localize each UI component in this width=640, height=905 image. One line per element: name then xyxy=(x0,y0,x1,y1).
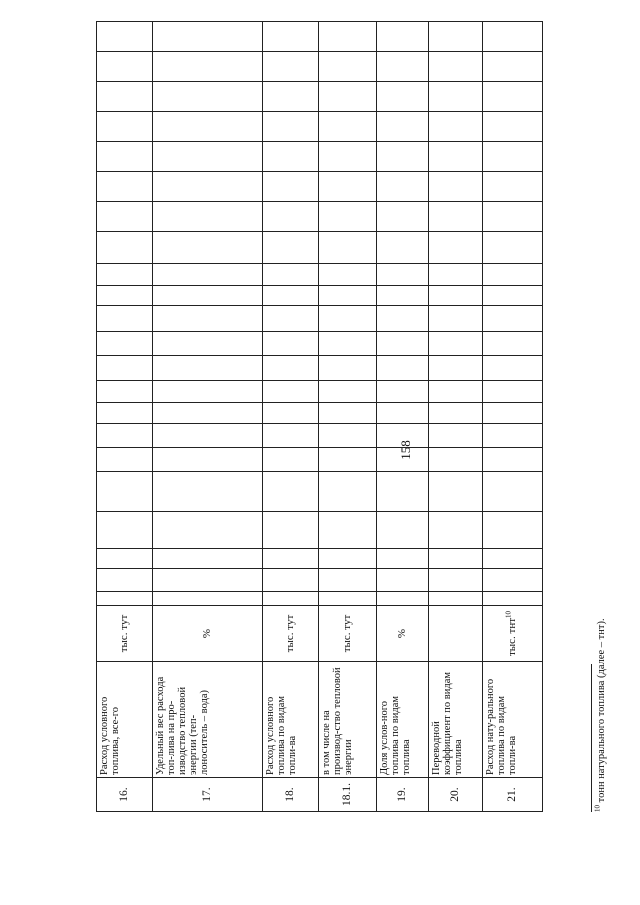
footnote-marker: 10 xyxy=(593,805,602,812)
value-cell xyxy=(153,472,263,512)
value-cell xyxy=(377,82,429,112)
value-cell xyxy=(319,512,377,549)
value-cell xyxy=(263,112,319,142)
value-cell xyxy=(263,82,319,112)
value-cell xyxy=(377,112,429,142)
value-cell xyxy=(97,22,153,52)
value-cell xyxy=(319,112,377,142)
unit-cell xyxy=(319,606,377,662)
value-cell xyxy=(377,286,429,306)
value-cell xyxy=(153,381,263,403)
value-cell xyxy=(319,52,377,82)
value-cell xyxy=(483,472,543,512)
value-cell xyxy=(429,172,483,202)
value-cell xyxy=(377,512,429,549)
value-cell xyxy=(429,286,483,306)
value-cell xyxy=(263,356,319,381)
value-cell xyxy=(377,424,429,448)
value-cell xyxy=(97,286,153,306)
table-row xyxy=(319,22,377,812)
value-cell xyxy=(153,52,263,82)
value-cell xyxy=(153,569,263,592)
footnote-rule xyxy=(591,664,592,812)
value-cell xyxy=(483,112,543,142)
value-cell xyxy=(483,332,543,356)
footnote xyxy=(593,618,607,812)
value-cell xyxy=(377,232,429,264)
value-cell xyxy=(377,332,429,356)
value-cell xyxy=(97,424,153,448)
indicator-name-cell: Расход условного топлива, все-го xyxy=(97,662,153,778)
unit-cell xyxy=(377,606,429,662)
value-cell xyxy=(483,264,543,286)
value-cell xyxy=(319,448,377,472)
unit-text: тыс. тут xyxy=(284,614,296,653)
value-cell xyxy=(429,82,483,112)
value-cell xyxy=(319,172,377,202)
value-cell xyxy=(153,22,263,52)
value-cell xyxy=(263,592,319,606)
value-cell xyxy=(97,306,153,332)
value-cell xyxy=(377,142,429,172)
indicator-name-cell: Расход условного топлива по видам топли-ва xyxy=(263,662,319,778)
unit-cell xyxy=(429,606,483,662)
value-cell xyxy=(429,306,483,332)
value-cell xyxy=(319,356,377,381)
indicator-name-cell: Удельный вес расхода топ-лива на про-изводство тепловой энергии (теп-лоноситель – вода) xyxy=(153,662,263,778)
value-cell xyxy=(153,424,263,448)
value-cell xyxy=(483,356,543,381)
value-cell xyxy=(263,569,319,592)
row-number-cell: 20. xyxy=(429,778,483,812)
value-cell xyxy=(483,549,543,569)
value-cell xyxy=(429,202,483,232)
indicator-name-cell: в том числе на производ-ство тепловой энергии xyxy=(319,662,377,778)
value-cell xyxy=(319,403,377,424)
value-cell xyxy=(377,448,429,472)
value-cell xyxy=(263,142,319,172)
unit-cell xyxy=(153,606,263,662)
value-cell xyxy=(377,472,429,512)
value-cell xyxy=(377,52,429,82)
value-cell xyxy=(263,202,319,232)
footnote-text: тонн натурального топлива (далее – тнт). xyxy=(596,618,607,803)
value-cell xyxy=(97,142,153,172)
value-cell xyxy=(483,22,543,52)
value-cell xyxy=(97,569,153,592)
value-cell xyxy=(263,332,319,356)
value-cell xyxy=(263,232,319,264)
value-cell xyxy=(263,403,319,424)
value-cell xyxy=(483,448,543,472)
value-cell xyxy=(377,306,429,332)
value-cell xyxy=(319,286,377,306)
value-cell xyxy=(97,52,153,82)
row-number-cell: 18.1. xyxy=(319,778,377,812)
value-cell xyxy=(153,356,263,381)
value-cell xyxy=(97,512,153,549)
value-cell xyxy=(319,549,377,569)
value-cell xyxy=(97,264,153,286)
value-cell xyxy=(429,112,483,142)
table-row xyxy=(263,22,319,812)
value-cell xyxy=(483,82,543,112)
table-row xyxy=(483,22,543,812)
value-cell xyxy=(429,52,483,82)
value-cell xyxy=(377,172,429,202)
value-cell xyxy=(377,381,429,403)
value-cell xyxy=(319,306,377,332)
row-number-cell: 18. xyxy=(263,778,319,812)
value-cell xyxy=(483,592,543,606)
value-cell xyxy=(319,592,377,606)
unit-cell xyxy=(263,606,319,662)
value-cell xyxy=(153,592,263,606)
value-cell xyxy=(97,472,153,512)
unit-cell xyxy=(483,606,543,662)
value-cell xyxy=(483,424,543,448)
value-cell xyxy=(429,512,483,549)
row-number-cell: 17. xyxy=(153,778,263,812)
unit-text: тыс. тут xyxy=(118,614,130,653)
value-cell xyxy=(319,569,377,592)
value-cell xyxy=(319,381,377,403)
value-cell xyxy=(377,592,429,606)
value-cell xyxy=(153,332,263,356)
value-cell xyxy=(97,332,153,356)
row-number-cell: 16. xyxy=(97,778,153,812)
value-cell xyxy=(153,142,263,172)
value-cell xyxy=(377,264,429,286)
value-cell xyxy=(97,403,153,424)
value-cell xyxy=(153,448,263,472)
value-cell xyxy=(319,22,377,52)
value-cell xyxy=(319,232,377,264)
value-cell xyxy=(429,356,483,381)
value-cell xyxy=(483,381,543,403)
value-cell xyxy=(263,448,319,472)
value-cell xyxy=(263,512,319,549)
value-cell xyxy=(97,592,153,606)
unit-text: тыс. тнт xyxy=(506,617,518,657)
value-cell xyxy=(263,264,319,286)
value-cell xyxy=(377,569,429,592)
value-cell xyxy=(153,286,263,306)
value-cell xyxy=(429,569,483,592)
row-number-cell: 19. xyxy=(377,778,429,812)
value-cell xyxy=(153,306,263,332)
value-cell xyxy=(97,232,153,264)
value-cell xyxy=(153,512,263,549)
value-cell xyxy=(97,172,153,202)
value-cell xyxy=(377,356,429,381)
value-cell xyxy=(429,424,483,448)
value-cell xyxy=(263,286,319,306)
value-cell xyxy=(97,381,153,403)
fuel-data-table xyxy=(96,21,543,812)
value-cell xyxy=(153,202,263,232)
value-cell xyxy=(319,202,377,232)
unit-text: % xyxy=(396,628,408,639)
value-cell xyxy=(153,549,263,569)
value-cell xyxy=(263,472,319,512)
value-cell xyxy=(429,22,483,52)
value-cell xyxy=(263,52,319,82)
value-cell xyxy=(319,332,377,356)
value-cell xyxy=(377,549,429,569)
value-cell xyxy=(429,264,483,286)
unit-text: тыс. тут xyxy=(341,614,353,653)
value-cell xyxy=(153,82,263,112)
value-cell xyxy=(97,356,153,381)
value-cell xyxy=(263,22,319,52)
value-cell xyxy=(483,403,543,424)
indicator-name-cell: Доля услов-ного топлива по видам топлива xyxy=(377,662,429,778)
table-row xyxy=(377,22,429,812)
table-row xyxy=(429,22,483,812)
value-cell xyxy=(97,202,153,232)
value-cell xyxy=(483,512,543,549)
value-cell xyxy=(319,472,377,512)
value-cell xyxy=(377,22,429,52)
value-cell xyxy=(263,424,319,448)
value-cell xyxy=(429,592,483,606)
value-cell xyxy=(483,286,543,306)
value-cell xyxy=(429,472,483,512)
value-cell xyxy=(319,424,377,448)
value-cell xyxy=(319,264,377,286)
indicator-name-cell: Расход нату-рального топлива по видам топли-ва xyxy=(483,662,543,778)
value-cell xyxy=(483,232,543,264)
value-cell xyxy=(429,381,483,403)
value-cell xyxy=(429,142,483,172)
value-cell xyxy=(97,549,153,569)
unit-text: % xyxy=(201,628,213,639)
value-cell xyxy=(429,232,483,264)
value-cell xyxy=(483,306,543,332)
indicator-name-cell: Переводной коэффициент по видам топлива xyxy=(429,662,483,778)
value-cell xyxy=(483,202,543,232)
value-cell xyxy=(483,52,543,82)
table-row xyxy=(153,22,263,812)
value-cell xyxy=(319,142,377,172)
value-cell xyxy=(153,112,263,142)
value-cell xyxy=(483,142,543,172)
value-cell xyxy=(319,82,377,112)
value-cell xyxy=(429,332,483,356)
value-cell xyxy=(429,549,483,569)
value-cell xyxy=(153,172,263,202)
value-cell xyxy=(153,264,263,286)
value-cell xyxy=(263,172,319,202)
value-cell xyxy=(97,82,153,112)
value-cell xyxy=(97,448,153,472)
value-cell xyxy=(429,403,483,424)
unit-cell xyxy=(97,606,153,662)
page-number: 158 xyxy=(398,440,413,460)
table-row xyxy=(97,22,153,812)
unit-footnote-marker: 10 xyxy=(504,610,513,618)
value-cell xyxy=(377,202,429,232)
value-cell xyxy=(153,403,263,424)
row-number-cell: 21. xyxy=(483,778,543,812)
value-cell xyxy=(153,232,263,264)
value-cell xyxy=(483,569,543,592)
value-cell xyxy=(483,172,543,202)
value-cell xyxy=(263,549,319,569)
value-cell xyxy=(263,306,319,332)
value-cell xyxy=(377,403,429,424)
value-cell xyxy=(263,381,319,403)
value-cell xyxy=(429,448,483,472)
value-cell xyxy=(97,112,153,142)
